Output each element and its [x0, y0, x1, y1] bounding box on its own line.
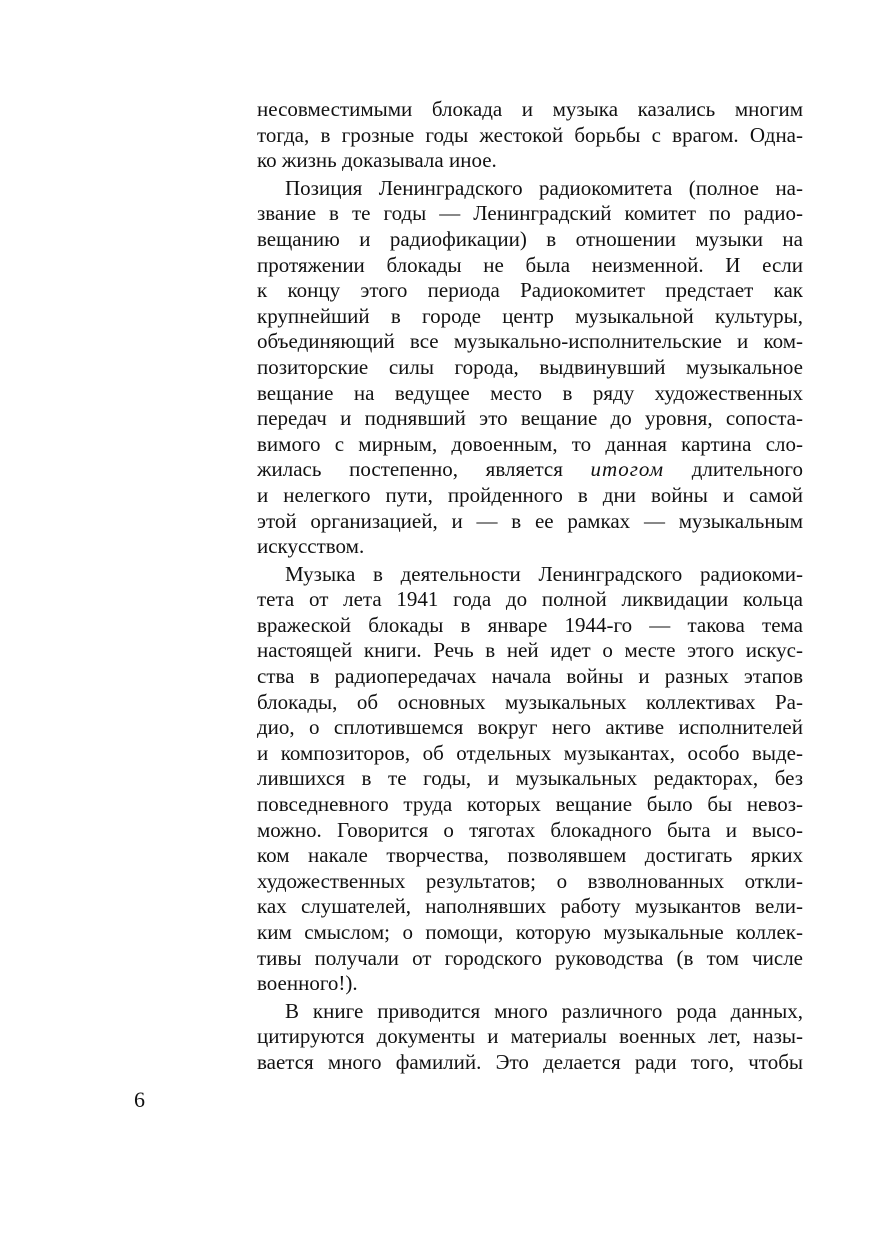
text-line: объединяющий все музыкально-исполнительские и ком-	[257, 329, 803, 354]
text-line: вимого с мирным, довоенным, то данная картина сло-	[257, 431, 803, 456]
text-line: можно. Говорится о тяготах блокадного быта и высо-	[257, 817, 803, 842]
text-line: тивы получали от городского руководства (в том числе	[257, 945, 803, 970]
text-line: передач и поднявший это вещание до уровня, сопоста-	[257, 406, 803, 431]
text-line: ках слушателей, наполнявших работу музыкантов вели-	[257, 894, 803, 919]
text-line: ком накале творчества, позволявшем достигать ярких	[257, 843, 803, 868]
text-line: повседневного труда которых вещание было бы невоз-	[257, 792, 803, 817]
paragraph-3	[257, 562, 803, 997]
paragraph-2	[257, 176, 803, 560]
text-line: протяжении блокады не была неизменной. И если	[257, 252, 803, 277]
text-line: тета от лета 1941 года до полной ликвидации кольца	[257, 587, 803, 612]
text-line: тогда, в грозные годы жестокой борьбы с врагом. Одна-	[257, 122, 803, 147]
paragraph-1	[257, 97, 803, 174]
text-line: цитируются документы и материалы военных лет, назы-	[257, 1024, 803, 1049]
text-line: и композиторов, об отдельных музыкантах, особо выде-	[257, 740, 803, 765]
text-line: этой организацией, и — в ее рамках — музыкальным	[257, 508, 803, 533]
main-text	[257, 97, 803, 1078]
text-line: В книге приводится много различного рода данных,	[285, 998, 803, 1023]
text-segment: длительного	[664, 457, 803, 482]
text-line: военного!).	[257, 971, 358, 996]
text-line: звание в те годы — Ленинградский комитет по радио-	[257, 201, 803, 226]
text-line: вражеской блокады в январе 1944-го — такова тема	[257, 612, 803, 637]
text-line: дио, о сплотившемся вокруг него активе исполнителей	[257, 715, 803, 740]
text-line: блокады, об основных музыкальных коллективах Ра-	[257, 689, 803, 714]
text-line: несовместимыми блокада и музыка казались многим	[257, 97, 803, 121]
text-line: ко жизнь доказывала иное.	[257, 148, 497, 173]
text-segment: жилась постепенно, является	[257, 457, 591, 482]
text-line: искусством.	[257, 534, 365, 559]
text-line: настоящей книги. Речь в ней идет о месте этого искус-	[257, 638, 803, 663]
paragraph-4	[257, 999, 803, 1076]
text-line: к концу этого периода Радиокомитет предстает как	[257, 278, 803, 303]
text-line: Позиция Ленинградского радиокомитета (полное на-	[285, 175, 803, 200]
page-number: 6	[134, 1087, 145, 1112]
text-line: лившихся в те годы, и музыкальных редакторах, без	[257, 766, 803, 791]
text-line-with-emphasis	[257, 457, 803, 483]
text-line: вещание на ведущее место в ряду художественных	[257, 380, 803, 405]
text-line: ства в радиопередачах начала войны и разных этапов	[257, 664, 803, 689]
text-line: и нелегкого пути, пройденного в дни войны и самой	[257, 482, 803, 507]
text-line: вается много фамилий. Это делается ради того, чтобы	[257, 1049, 803, 1074]
text-line: художественных результатов; о взволнованных откли-	[257, 868, 803, 893]
text-line: Музыка в деятельности Ленинградского радиокоми-	[285, 561, 803, 586]
text-line: ким смыслом; о помощи, которую музыкальные коллек-	[257, 920, 803, 944]
text-line: вещанию и радиофикации) в отношении музыки на	[257, 226, 803, 251]
text-line: позиторские силы города, выдвинувший музыкальное	[257, 354, 803, 379]
text-line: крупнейший в городе центр музыкальной культуры,	[257, 303, 803, 328]
emphasized-word: итогом	[590, 457, 665, 482]
